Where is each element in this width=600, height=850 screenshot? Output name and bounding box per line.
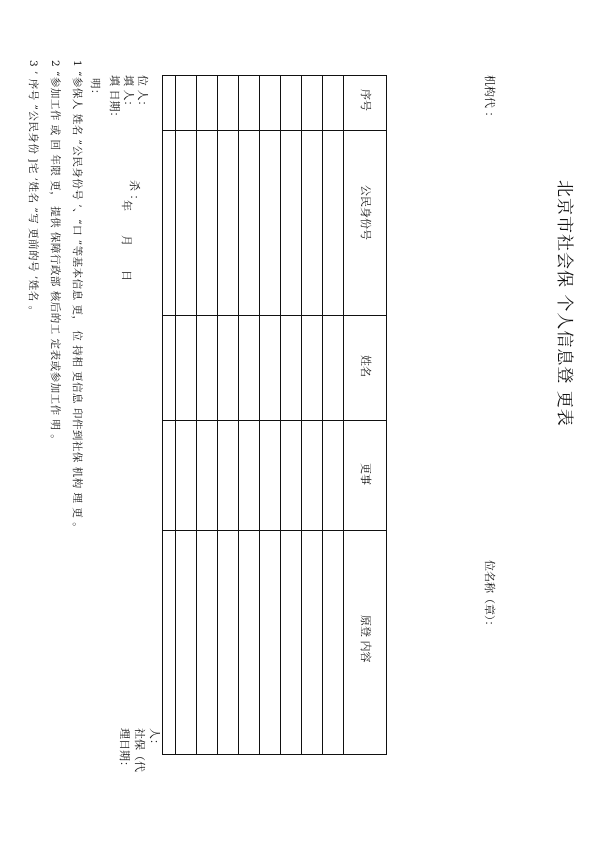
note-3: 3 ’ 序号 ”公民身份 ]宅 ’姓名 ”写 更前的号 ’姓名 。 [27,60,39,317]
header-original-content: 原登 内容 [359,615,372,663]
note-2: 2 “参加工作 或 回 年限 更， 提供 保障行政部 核后的工 定表或参加工作 明 。 [49,60,61,446]
org-code-label: 机构代 ： [483,75,496,123]
unit-person-label: 位 人： [136,75,149,112]
note-1: 1 “参保人 姓名 ”公民身份号 ’、“口 ”等基本信息 更， 位 持相 更信息 印件到社保 机构 理 更 。 [71,60,83,534]
header-change-item: 更事 [359,463,372,485]
notes-title: 明： [89,78,101,100]
header-name: 姓名 [359,355,372,377]
header-seq: 序号 [359,89,372,111]
form-title: 北京市社会保 个人信息登 更表 [554,180,574,427]
header-id-number: 公民身份号 [359,185,372,240]
unit-name-label: 位名称（章）： [483,560,496,632]
rotated-form [0,40,600,810]
date-month: 月 [120,235,133,246]
agency-date-label: 理日期： [118,728,131,772]
date-day: 日 [120,270,133,281]
fill-date-label: 填 日期： [108,75,121,123]
phone-label: 杀 ： [128,180,141,206]
change-table [162,75,387,755]
agency-handler-label: 人： [148,728,161,750]
date-year: 年 [120,200,133,211]
filler-label: 填 人： [122,75,135,112]
agency-label: 社保（代 [133,728,146,772]
